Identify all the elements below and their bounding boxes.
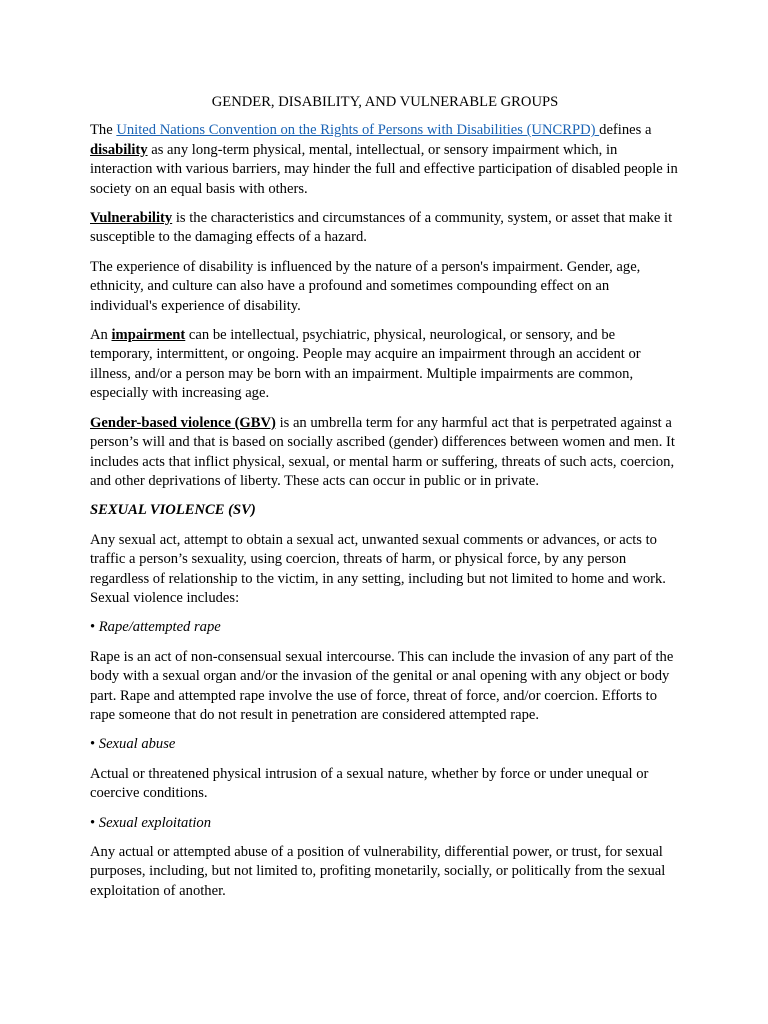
bullet-description-sexual-abuse: Actual or threatened physical intrusion of a sexual nature, whether by force or under unequal or coercive conditions.	[90, 765, 649, 802]
paragraph-impairment-definition	[90, 326, 680, 404]
document-title: GENDER, DISABILITY, AND VULNERABLE GROUPS	[211, 94, 559, 110]
bullet-description-sexual-exploitation: Any actual or attempted abuse of a position of vulnerability, differential power, or trust, for sexual purposes, including, but not limited to, profiting monetarily, socially, or politically from the sexual exploitation of another.	[90, 844, 666, 899]
paragraph-text: as any long-term physical, mental, intellectual, or sensory impairment which, in interaction with various barriers, may hinder the full and effective participation of disabled people in society on an equal basis with others.	[90, 141, 678, 197]
bullet-item-sexual-abuse	[90, 735, 680, 754]
paragraph-sexual-violence-definition: Any sexual act, attempt to obtain a sexual act, unwanted sexual comments or advances, or acts to traffic a person’s sexuality, using coercion, threats of harm, or physical force, by any person regardless of relationship to the victim, in any setting, including but not limited to home and work. Sexual violence includes:	[90, 531, 666, 606]
paragraph-text: defines a	[599, 122, 652, 139]
bullet-char: •	[90, 619, 99, 636]
bullet-label: Sexual abuse	[98, 736, 176, 753]
bullet-char: •	[90, 736, 99, 753]
term-impairment: impairment	[111, 327, 186, 344]
paragraph-text: can be intellectual, psychiatric, physical, neurological, or sensory, and be temporary, intermittent, or ongoing. People may acquire an impairment through an accident or illness, and/or a person may be born with an impairment. Multiple impairments are common, especially with increasing age.	[90, 327, 641, 402]
bullet-char: •	[90, 814, 99, 831]
term-disability: disability	[90, 141, 148, 158]
bullet-label: Sexual exploitation	[98, 814, 212, 831]
bullet-item-rape	[90, 618, 680, 637]
paragraph-disability-definition	[90, 121, 680, 199]
paragraph-vulnerability-definition	[90, 209, 680, 248]
bullet-label: Rape/attempted rape	[98, 619, 221, 636]
paragraph-gbv-definition	[90, 414, 680, 492]
paragraph-text: is the characteristics and circumstances of a community, system, or asset that make it susceptible to the damaging effects of a hazard.	[90, 210, 673, 246]
paragraph-text: An	[90, 327, 112, 344]
paragraph-text: is an umbrella term for any harmful act that is perpetrated against a person’s will and that is based on socially ascribed (gender) differences between women and men. It includes acts that inflict physical, sexual, or mental harm or suffering, threats of such acts, coercion, and other deprivations of liberty. These acts can occur in public or in private.	[90, 414, 675, 489]
paragraph-text: The	[90, 122, 117, 139]
term-vulnerability: Vulnerability	[90, 210, 173, 227]
paragraph-disability-experience: The experience of disability is influenced by the nature of a person's impairment. Gender, age, ethnicity, and culture can also have a profound and sometimes compounding effect on an individual's experience of disability.	[90, 258, 641, 314]
bullet-description-rape: Rape is an act of non-consensual sexual intercourse. This can include the invasion of any part of the body with a sexual organ and/or the invasion of the genital or anal opening with any object or body part. Rape and attempted rape involve the use of force, threat of force, and/or coercion. Efforts to rape someone that do not result in penetration are considered attempted rape.	[90, 648, 674, 723]
section-heading-sexual-violence: SEXUAL VIOLENCE (SV)	[90, 502, 256, 519]
bullet-item-sexual-exploitation	[90, 814, 680, 833]
term-gbv: Gender-based violence (GBV)	[90, 414, 276, 431]
uncrpd-link[interactable]: United Nations Convention on the Rights of Persons with Disabilities (UNCRPD)	[116, 122, 600, 139]
